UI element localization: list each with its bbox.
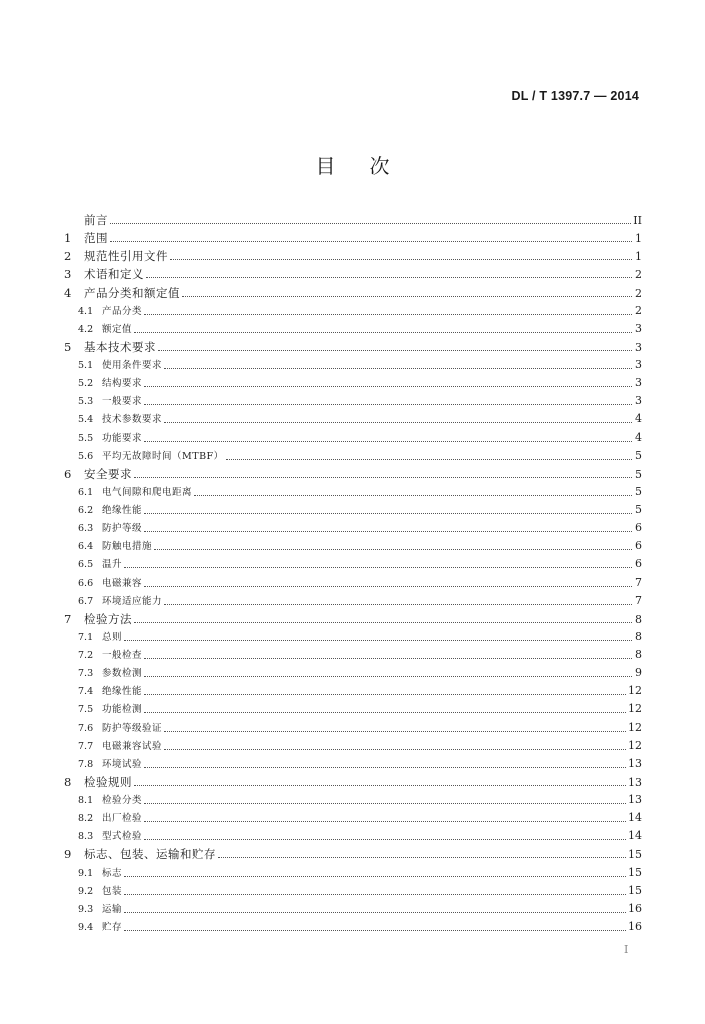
- toc-leader-dots: [144, 675, 632, 677]
- toc-entry[interactable]: [62, 755, 642, 773]
- toc-entry[interactable]: [62, 682, 642, 700]
- toc-entry[interactable]: [62, 791, 642, 809]
- toc-entry-label: 参数检测: [102, 668, 143, 680]
- toc-entry-number: 7.5: [78, 704, 94, 716]
- toc-entry-label: 功能要求: [102, 432, 143, 444]
- toc-entry[interactable]: [62, 247, 642, 265]
- toc-entry-number: 6.5: [78, 559, 94, 571]
- toc-entry-label: 环境试验: [102, 758, 143, 770]
- toc-entry-label: 功能检测: [102, 704, 143, 716]
- toc-entry-number: 9.2: [78, 885, 94, 897]
- toc-entry-page: 16: [628, 919, 642, 933]
- page-number: I: [624, 943, 629, 956]
- toc-entry-label: 电磁兼容试验: [102, 740, 163, 752]
- toc-entry-number: 9.1: [78, 867, 94, 879]
- toc-entry[interactable]: [62, 845, 642, 863]
- toc-entry-page: 5: [635, 503, 642, 516]
- toc-entry-page: 12: [628, 702, 642, 716]
- toc-entry[interactable]: [62, 882, 642, 900]
- toc-entry[interactable]: [62, 447, 642, 465]
- toc-entry-label: 检验分类: [102, 795, 143, 806]
- toc-entry-label: 总则: [102, 631, 123, 643]
- page-title: 目次: [315, 154, 424, 178]
- toc-entry[interactable]: [62, 211, 642, 229]
- toc-entry-number: 7.1: [78, 631, 94, 643]
- toc-leader-dots: [124, 929, 626, 931]
- toc-entry-page: 2: [635, 286, 642, 300]
- toc-entry[interactable]: [62, 320, 642, 338]
- toc-entry-label: 检验方法: [84, 611, 132, 626]
- toc-entry-page: 3: [635, 376, 642, 390]
- toc-entry-page: 7: [635, 593, 642, 607]
- toc-entry[interactable]: [62, 465, 642, 483]
- toc-entry-number: 7: [64, 611, 72, 626]
- toc-entry[interactable]: [62, 265, 642, 283]
- toc-leader-dots: [144, 440, 632, 442]
- toc-entry-number: 7.2: [78, 650, 94, 661]
- toc-entry[interactable]: [62, 392, 642, 410]
- toc-entry-label: 环境适应能力: [102, 595, 163, 607]
- toc-entry-label: 使用条件要求: [102, 360, 163, 371]
- toc-entry[interactable]: [62, 719, 642, 737]
- toc-entry-number: 6.4: [78, 541, 94, 553]
- toc-entry-number: 5.3: [78, 396, 94, 408]
- toc-entry-page: 2: [635, 303, 642, 317]
- toc-leader-dots: [146, 276, 632, 278]
- toc-entry-page: 15: [628, 883, 642, 897]
- toc-entry-label: 前言: [84, 213, 108, 227]
- toc-entry-number: 3: [64, 267, 72, 282]
- toc-entry[interactable]: [62, 356, 642, 374]
- toc-entry-page: 15: [628, 865, 642, 879]
- toc-entry-number: 7.3: [78, 668, 94, 680]
- toc-entry-label: 产品分类: [102, 305, 143, 317]
- toc-entry-number: 2: [64, 249, 72, 264]
- toc-leader-dots: [164, 730, 626, 732]
- toc-entry-page: 1: [635, 232, 642, 246]
- toc-entry-label: 规范性引用文件: [84, 249, 168, 264]
- toc-leader-dots: [144, 711, 626, 713]
- toc-entry[interactable]: [62, 410, 642, 428]
- toc-entry-label: 平均无故障时间（MTBF）: [102, 450, 224, 462]
- toc-entry[interactable]: [62, 646, 642, 664]
- toc-entry-number: 4: [64, 285, 72, 300]
- toc-entry[interactable]: [62, 773, 642, 791]
- toc-leader-dots: [134, 476, 632, 478]
- toc-entry-page: 12: [628, 684, 642, 698]
- toc-entry-number: 6.6: [78, 577, 94, 589]
- toc-leader-dots: [164, 748, 626, 750]
- toc-entry-label: 安全要求: [84, 466, 132, 481]
- toc-entry-number: 7.6: [78, 722, 94, 734]
- toc-entry-label: 检验规则: [84, 774, 132, 789]
- toc-leader-dots: [158, 349, 632, 351]
- toc-entry[interactable]: [62, 900, 642, 918]
- toc-leader-dots: [144, 820, 626, 822]
- toc-entry-label: 绝缘性能: [102, 686, 143, 698]
- toc-entry-page: 4: [635, 412, 642, 426]
- toc-leader-dots: [124, 893, 626, 895]
- toc-entry-page: 5: [635, 467, 642, 481]
- toc-entry-page: 3: [635, 340, 642, 354]
- toc-leader-dots: [110, 240, 632, 242]
- toc-entry-page: 8: [635, 629, 642, 643]
- toc-entry-page: II: [633, 214, 642, 227]
- toc-leader-dots: [194, 494, 632, 496]
- toc-entry-page: 13: [628, 775, 642, 789]
- toc-leader-dots: [170, 258, 632, 260]
- toc-entry-page: 3: [635, 358, 642, 371]
- toc-entry[interactable]: [62, 537, 642, 555]
- toc-entry-page: 3: [635, 321, 642, 335]
- toc-entry-page: 13: [628, 793, 642, 806]
- toc-entry[interactable]: [62, 302, 642, 320]
- toc-leader-dots: [110, 222, 631, 224]
- toc-entry[interactable]: [62, 338, 642, 356]
- toc-entry-page: 15: [628, 848, 642, 862]
- toc-entry-label: 绝缘性能: [102, 505, 143, 516]
- toc-entry[interactable]: [62, 429, 642, 447]
- toc-entry-label: 运输: [102, 903, 123, 915]
- toc-entry-number: 8.1: [78, 795, 94, 806]
- table-of-contents: [62, 211, 642, 936]
- toc-entry-page: 4: [635, 430, 642, 444]
- toc-entry-number: 4.2: [78, 323, 94, 335]
- toc-entry[interactable]: [62, 519, 642, 537]
- toc-leader-dots: [144, 802, 626, 804]
- toc-entry[interactable]: [62, 918, 642, 936]
- toc-leader-dots: [154, 548, 632, 550]
- toc-entry-label: 防触电措施: [102, 541, 153, 553]
- toc-entry-label: 贮存: [102, 921, 123, 933]
- toc-entry-page: 6: [635, 539, 642, 553]
- toc-entry-number: 7.4: [78, 686, 94, 698]
- toc-entry-number: 6: [64, 466, 72, 481]
- toc-entry-label: 额定值: [102, 323, 133, 335]
- toc-entry-number: 9: [64, 847, 72, 862]
- toc-entry-label: 一般检查: [102, 650, 143, 661]
- toc-entry-page: 8: [635, 648, 642, 661]
- toc-entry-number: 9.4: [78, 921, 94, 933]
- toc-entry[interactable]: [62, 501, 642, 519]
- toc-entry-number: 6.7: [78, 595, 94, 607]
- toc-leader-dots: [144, 403, 632, 405]
- toc-entry-page: 1: [635, 250, 642, 264]
- toc-entry-number: 8: [64, 774, 72, 789]
- toc-leader-dots: [124, 875, 626, 877]
- toc-leader-dots: [144, 766, 626, 768]
- toc-leader-dots: [144, 313, 632, 315]
- toc-entry[interactable]: [62, 664, 642, 682]
- toc-entry-label: 基本技术要求: [84, 339, 156, 354]
- toc-entry-page: 5: [635, 484, 642, 498]
- toc-entry-label: 范围: [84, 231, 108, 246]
- toc-leader-dots: [144, 657, 632, 659]
- toc-entry-label: 术语和定义: [84, 267, 144, 282]
- toc-leader-dots: [164, 603, 632, 605]
- toc-entry[interactable]: [62, 610, 642, 628]
- toc-entry[interactable]: [62, 555, 642, 573]
- toc-entry-number: 4.1: [78, 305, 94, 317]
- toc-entry-number: 7.7: [78, 740, 94, 752]
- toc-entry-page: 13: [628, 756, 642, 770]
- toc-leader-dots: [164, 421, 632, 423]
- toc-entry-page: 9: [635, 666, 642, 680]
- toc-entry-page: 12: [628, 720, 642, 734]
- toc-entry[interactable]: [62, 827, 642, 845]
- toc-entry-page: 3: [635, 394, 642, 408]
- toc-entry-number: 6.1: [78, 486, 94, 498]
- toc-entry-label: 防护等级验证: [102, 722, 163, 734]
- toc-entry[interactable]: [62, 809, 642, 827]
- toc-entry-label: 温升: [102, 559, 123, 571]
- toc-entry-label: 电磁兼容: [102, 577, 143, 589]
- toc-leader-dots: [144, 693, 626, 695]
- toc-leader-dots: [124, 566, 632, 568]
- toc-entry-number: 6.3: [78, 523, 94, 535]
- toc-entry-page: 16: [628, 901, 642, 915]
- toc-entry-number: 6.2: [78, 505, 94, 516]
- toc-entry[interactable]: [62, 628, 642, 646]
- toc-entry-number: 8.3: [78, 831, 94, 843]
- toc-entry[interactable]: [62, 284, 642, 302]
- toc-leader-dots: [164, 367, 632, 369]
- toc-entry-number: 5.6: [78, 450, 94, 462]
- toc-leader-dots: [124, 911, 626, 913]
- toc-entry-number: 5.5: [78, 432, 94, 444]
- toc-entry-page: 7: [635, 575, 642, 589]
- toc-leader-dots: [218, 856, 626, 858]
- toc-entry-page: 6: [635, 521, 642, 535]
- toc-entry-number: 5.4: [78, 414, 94, 426]
- toc-leader-dots: [182, 295, 632, 297]
- toc-entry-label: 包装: [102, 885, 123, 897]
- toc-leader-dots: [134, 621, 632, 623]
- toc-entry-number: 5.1: [78, 360, 94, 371]
- toc-entry-label: 一般要求: [102, 396, 143, 408]
- toc-entry-label: 型式检验: [102, 831, 143, 843]
- toc-entry-page: 5: [635, 448, 642, 462]
- toc-entry[interactable]: [62, 737, 642, 755]
- toc-entry[interactable]: [62, 229, 642, 247]
- toc-entry-page: 8: [635, 612, 642, 626]
- toc-leader-dots: [226, 458, 632, 460]
- toc-entry[interactable]: [62, 864, 642, 882]
- toc-entry-number: 9.3: [78, 903, 94, 915]
- toc-entry-page: 6: [635, 557, 642, 571]
- toc-leader-dots: [124, 639, 632, 641]
- toc-entry[interactable]: [62, 374, 642, 392]
- toc-entry[interactable]: [62, 574, 642, 592]
- toc-entry-number: 7.8: [78, 758, 94, 770]
- toc-entry-page: 2: [635, 268, 642, 282]
- toc-entry-label: 电气间隙和爬电距离: [102, 486, 193, 498]
- toc-entry[interactable]: [62, 592, 642, 610]
- toc-leader-dots: [144, 838, 626, 840]
- toc-leader-dots: [144, 530, 632, 532]
- toc-leader-dots: [134, 784, 626, 786]
- toc-entry[interactable]: [62, 700, 642, 718]
- toc-entry-label: 技术参数要求: [102, 414, 163, 426]
- toc-entry-number: 1: [64, 231, 72, 246]
- toc-leader-dots: [144, 385, 632, 387]
- toc-entry-label: 产品分类和额定值: [84, 285, 180, 300]
- toc-entry-page: 12: [628, 738, 642, 752]
- toc-entry-label: 标志、包装、运输和贮存: [84, 847, 216, 862]
- toc-leader-dots: [144, 585, 632, 587]
- toc-entry-number: 8.2: [78, 813, 94, 825]
- toc-entry-label: 结构要求: [102, 378, 143, 390]
- toc-entry-label: 标志: [102, 867, 123, 879]
- toc-entry-label: 防护等级: [102, 523, 143, 535]
- toc-entry[interactable]: [62, 483, 642, 501]
- toc-entry-label: 出厂检验: [102, 813, 143, 825]
- toc-leader-dots: [134, 331, 632, 333]
- toc-entry-page: 14: [628, 811, 642, 825]
- toc-entry-page: 14: [628, 829, 642, 843]
- toc-entry-number: 5: [64, 339, 72, 354]
- toc-entry-number: 5.2: [78, 378, 94, 390]
- toc-leader-dots: [144, 512, 632, 514]
- standard-code: DL / T 1397.7 — 2014: [511, 89, 639, 103]
